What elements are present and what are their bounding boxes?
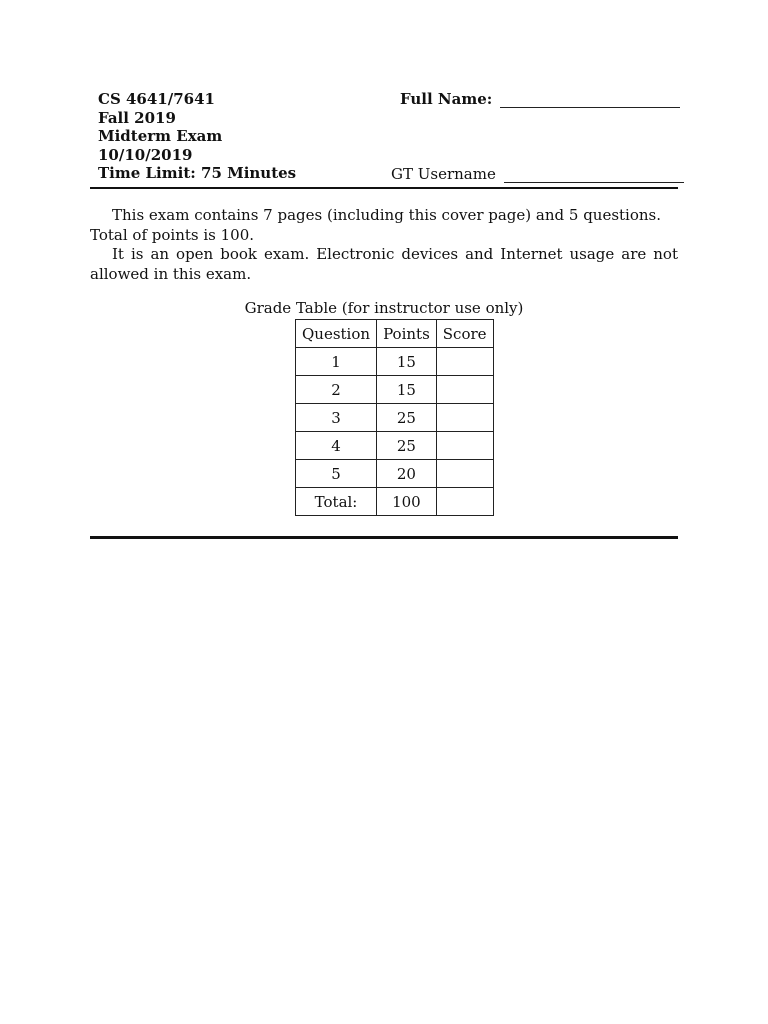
score-cell [436,376,493,404]
bottom-divider [90,536,678,539]
gt-username-blank[interactable] [504,168,684,183]
question-cell: 2 [296,376,377,404]
intro-line-pages: This exam contains 7 pages (including this cover page) and 5 questions. [112,206,662,224]
gt-username-row [391,165,684,183]
total-score-cell [436,488,493,516]
full-name-label: Full Name: [400,90,493,108]
score-cell [436,460,493,488]
table-row [296,404,494,432]
full-name-row [400,90,680,108]
points-cell: 25 [377,432,437,460]
table-row [296,376,494,404]
course-code: CS 4641/7641 [98,90,215,108]
table-row [296,432,494,460]
table-row [296,348,494,376]
exam-title: Midterm Exam [98,127,223,146]
full-name-blank[interactable] [500,93,680,108]
total-points-cell: 100 [377,488,437,516]
question-cell: 3 [296,404,377,432]
exam-header [90,90,678,186]
question-cell: 5 [296,460,377,488]
grade-table-caption: Grade Table (for instructor use only) [244,299,524,317]
points-cell: 15 [377,376,437,404]
score-cell [436,348,493,376]
header-question: Question [296,320,377,348]
exam-date: 10/10/2019 [98,145,193,164]
intro-text [90,206,678,284]
time-limit: Time Limit: 75 Minutes [98,164,297,183]
intro-line-rules: It is an open book exam. Electronic devices and Internet usage are not allowed in this exam. [90,245,678,283]
header-points: Points [377,320,437,348]
header-divider [90,187,678,189]
table-row-total [296,488,494,516]
question-cell: 1 [296,348,377,376]
points-cell: 25 [377,404,437,432]
header-score: Score [436,320,493,348]
table-row [296,460,494,488]
exam-cover-page [90,90,678,511]
grade-table [295,319,494,516]
score-cell [436,432,493,460]
points-cell: 15 [377,348,437,376]
exam-info [98,90,296,183]
term: Fall 2019 [98,108,176,127]
score-cell [436,404,493,432]
total-label-cell: Total: [296,488,377,516]
gt-username-label: GT Username [391,165,496,183]
points-cell: 20 [377,460,437,488]
grade-table-header [296,320,494,348]
question-cell: 4 [296,432,377,460]
intro-line-points: Total of points is 100. [90,225,255,244]
